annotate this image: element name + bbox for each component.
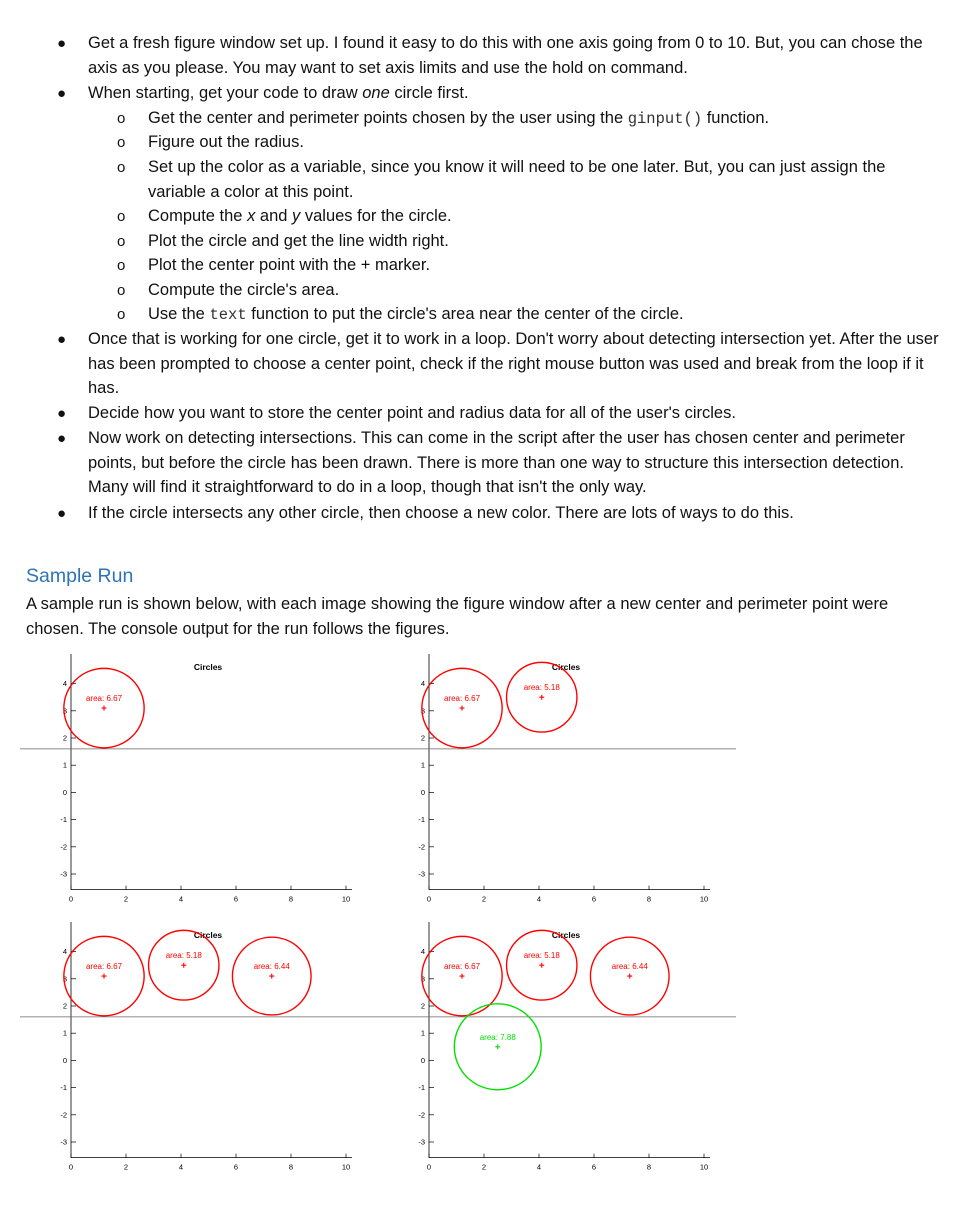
y-tick-label: 4 (420, 947, 425, 957)
y-tick-label: 1 (62, 1028, 67, 1038)
sub-bullet-marker: o (117, 306, 126, 323)
x-tick-label: 6 (591, 894, 597, 904)
bullet-marker: ● (57, 331, 67, 348)
y-tick-label: -3 (60, 869, 67, 879)
bullet-marker: ● (57, 35, 67, 52)
figure-3 (20, 918, 390, 1180)
x-tick-label: 8 (288, 894, 294, 904)
chart-title: Circles (551, 930, 581, 940)
x-tick-label: 6 (233, 1162, 239, 1172)
sub-bullet-text: Plot the circle and get the line width right. (148, 232, 449, 250)
y-tick-label: -2 (60, 842, 67, 852)
x-tick-label: 4 (536, 1162, 542, 1172)
bullet-marker: ● (57, 405, 67, 422)
bullet-text: Once that is working for one circle, get it to work in a loop. Don't worry about detecting intersection yet. After the user has been prompted to choose a center point, check if the right mouse button was used and break from the loop if it has. (88, 330, 939, 397)
bullet-text: Now work on detecting intersections. This can come in the script after the user has chosen center and perimeter points, but before the circle has been drawn. There is more than one way to structure this intersection detection. Many will find it straightforward to do in a loop, though that isn't the only way. (88, 429, 905, 496)
circles-group (422, 662, 577, 747)
y-tick-label: -1 (418, 815, 425, 825)
sub-bullet-text: Figure out the radius. (148, 133, 304, 151)
figure-2 (378, 650, 748, 912)
y-tick-label: 0 (420, 787, 425, 797)
y-tick-label: 2 (62, 733, 67, 743)
area-label: area: 5.18 (165, 951, 202, 961)
area-label: area: 6.67 (85, 962, 123, 972)
y-tick-label: -1 (60, 1083, 67, 1093)
bullet-text: Decide how you want to store the center point and radius data for all of the user's circles. (88, 404, 736, 422)
x-tick-label: 10 (341, 894, 351, 904)
x-tick-label: 0 (426, 1162, 432, 1172)
y-tick-label: -2 (418, 842, 425, 852)
y-tick-label: -3 (418, 1137, 425, 1147)
circles-group (64, 930, 311, 1015)
circles-group (64, 668, 144, 747)
y-tick-label: -1 (418, 1083, 425, 1093)
x-tick-label: 0 (68, 1162, 74, 1172)
area-label: area: 6.44 (253, 962, 290, 972)
y-tick-label: 0 (420, 1055, 425, 1065)
figure-4 (378, 918, 748, 1180)
area-label: area: 7.88 (479, 1032, 516, 1042)
y-tick-label: 3 (420, 974, 425, 984)
y-tick-label: 0 (62, 787, 67, 797)
x-tick-label: 2 (481, 1162, 487, 1172)
x-tick-label: 2 (123, 1162, 129, 1172)
sub-bullet-text: Compute the x and y values for the circle. (148, 207, 452, 225)
sub-bullet-marker: o (117, 282, 126, 299)
sub-bullet-text: Compute the circle's area. (148, 281, 340, 299)
y-tick-label: 1 (62, 760, 67, 770)
y-tick-label: 3 (62, 974, 67, 984)
x-tick-label: 0 (68, 894, 74, 904)
code-ginput: ginput() (627, 110, 703, 128)
y-tick-label: -3 (60, 1137, 67, 1147)
sub-bullet-marker: o (117, 110, 126, 127)
y-tick-label: 3 (62, 706, 67, 716)
area-label: area: 5.18 (523, 683, 560, 693)
bullet-marker: ● (57, 85, 67, 102)
x-tick-label: 6 (591, 1162, 597, 1172)
y-tick-label: 4 (420, 679, 425, 689)
bullet-text: If the circle intersects any other circle, then choose a new color. There are lots of ways to do this. (88, 504, 794, 522)
y-tick-label: 1 (420, 1028, 425, 1038)
area-label: area: 6.67 (85, 694, 123, 704)
x-tick-label: 10 (341, 1162, 351, 1172)
sub-bullet-marker: o (117, 208, 126, 225)
y-tick-label: 4 (62, 679, 67, 689)
sub-bullet-marker: o (117, 233, 126, 250)
x-tick-label: 8 (646, 894, 652, 904)
area-label: area: 5.18 (523, 951, 560, 961)
sub-bullet-text: Get the center and perimeter points chosen by the user using the ginput() function. (148, 109, 770, 128)
x-tick-label: 4 (178, 1162, 184, 1172)
y-tick-label: -1 (60, 815, 67, 825)
chart-title: Circles (193, 662, 223, 672)
y-tick-label: -3 (418, 869, 425, 879)
y-tick-label: 4 (62, 947, 67, 957)
x-tick-label: 2 (481, 894, 487, 904)
x-tick-label: 4 (178, 894, 184, 904)
x-tick-label: 0 (426, 894, 432, 904)
area-label: area: 6.67 (443, 962, 481, 972)
x-tick-label: 10 (699, 894, 709, 904)
x-tick-label: 4 (536, 894, 542, 904)
x-tick-label: 8 (646, 1162, 652, 1172)
y-tick-label: -2 (418, 1110, 425, 1120)
sub-bullet-marker: o (117, 257, 126, 274)
x-tick-label: 2 (123, 894, 129, 904)
x-tick-label: 10 (699, 1162, 709, 1172)
section-heading: Sample Run (26, 565, 134, 587)
y-tick-label: 2 (420, 1001, 425, 1011)
y-tick-label: 3 (420, 706, 425, 716)
sub-bullet-text: Use the text function to put the circle's area near the center of the circle. (148, 305, 684, 324)
chart-title: Circles (193, 930, 223, 940)
y-tick-label: 2 (62, 1001, 67, 1011)
figure-1 (20, 650, 390, 912)
y-tick-label: 0 (62, 1055, 67, 1065)
x-tick-label: 6 (233, 894, 239, 904)
sub-bullet-text: Plot the center point with the + marker. (148, 256, 431, 274)
bullet-marker: ● (57, 505, 67, 522)
bullet-text: Get a fresh figure window set up. I found it easy to do this with one axis going from 0 to 10. But, you can chose the axis as you please. You may want to set axis limits and use the hold on command. (88, 34, 923, 77)
y-tick-label: 1 (420, 760, 425, 770)
sub-bullet-marker: o (117, 159, 126, 176)
sub-bullet-marker: o (117, 134, 126, 151)
chart-title: Circles (551, 662, 581, 672)
area-label: area: 6.44 (611, 962, 648, 972)
code-text: text (209, 306, 247, 324)
bullet-marker: ● (57, 430, 67, 447)
y-tick-label: 2 (420, 733, 425, 743)
area-label: area: 6.67 (443, 694, 481, 704)
section-paragraph: A sample run is shown below, with each image showing the figure window after a new center and perimeter point were chosen. The console output for the run follows the figures. (26, 595, 889, 638)
bullet-text: When starting, get your code to draw one circle first. (88, 84, 469, 102)
sub-bullet-text: Set up the color as a variable, since you know it will need to be one later. But, you can just assign the variable a color at this point. (148, 158, 886, 201)
x-tick-label: 8 (288, 1162, 294, 1172)
y-tick-label: -2 (60, 1110, 67, 1120)
